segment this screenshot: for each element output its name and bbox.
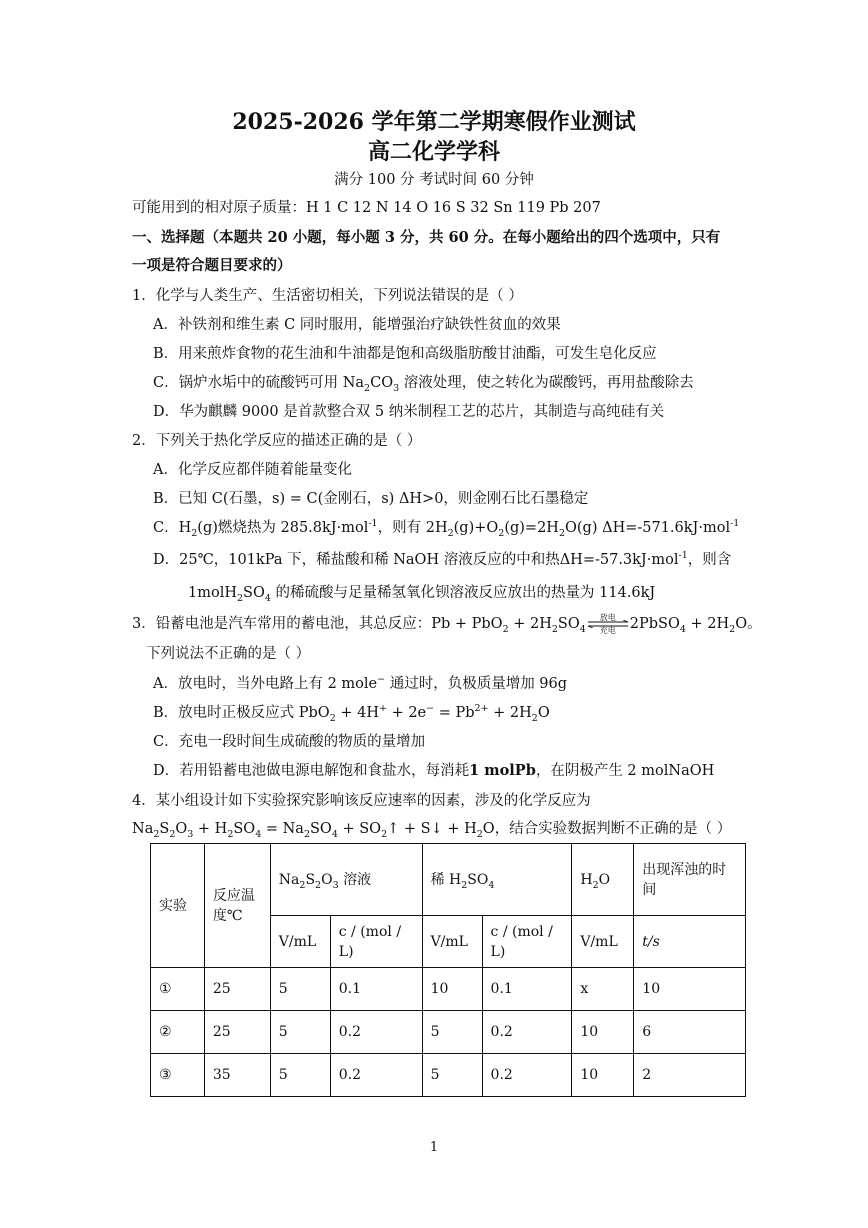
header-time: 出现浑浊的时间	[634, 844, 746, 916]
section-heading: 一、选择题（本题共 20 小题，每小题 3 分，共 60 分。在每小题给出的四个选项中，只有	[132, 229, 721, 246]
q3-option-d: D．若用铅蓄电池做电源电解饱和食盐水，每消耗1 molPb，在阴极产生 2 molNaOH	[153, 762, 715, 779]
q2-stem: 2．下列关于热化学反应的描述正确的是（ ）	[132, 433, 422, 449]
cell-v3: 10	[572, 1054, 634, 1097]
subheader-concentration: c / (mol / L)	[330, 916, 422, 968]
q2-option-d: D．25℃，101kPa 下，稀盐酸和稀 NaOH 溶液反应的中和热ΔH=-57.3kJ·mol$^{-1}$，则含	[153, 550, 732, 568]
cell-c1: 0.1	[330, 968, 422, 1011]
q2-option-b: B．已知 C(石墨，s) = C(金刚石，s) ΔH>0，则金刚石比石墨稳定	[153, 491, 589, 507]
q1-option-b: B．用来煎炸食物的花生油和牛油都是饱和高级脂肪酸甘油酯，可发生皂化反应	[153, 346, 657, 362]
cell-v1: 5	[270, 1011, 330, 1054]
q2-option-c: C．$H_2(g)$燃烧热为 285.8kJ·mol$^{-1}$，则有 $2H_2(g)+O_2(g)=2H_2O(g)$ ΔH=-571.6kJ·mol$^{-1}$	[153, 518, 740, 539]
table-row	[151, 1011, 746, 1054]
exam-title: 2025-2026 学年第二学期寒假作业测试	[232, 109, 636, 135]
cell-c2: 0.2	[482, 1054, 572, 1097]
cell-v1: 5	[270, 1054, 330, 1097]
q4-stem: 4．某小组设计如下实验探究影响该反应速率的因素，涉及的化学反应为	[132, 793, 591, 809]
exam-info: 满分 100 分 考试时间 60 分钟	[334, 172, 534, 188]
cell-t: 2	[634, 1054, 746, 1097]
subheader-time: t/s	[634, 916, 746, 968]
subheader-volume: V/mL	[270, 916, 330, 968]
subheader-volume: V/mL	[572, 916, 634, 968]
cell-t: 6	[634, 1011, 746, 1054]
header-experiment: 实验	[151, 844, 205, 968]
q3-stem-cont: 下列说法不正确的是（ ）	[146, 646, 311, 662]
cell-v2: 5	[422, 1011, 482, 1054]
header-temperature: 反应温度℃	[204, 844, 270, 968]
q2-option-a: A．化学反应都伴随着能量变化	[153, 462, 352, 478]
q4-equation: $Na_2S_2O_3 + H_2SO_4 = Na_2SO_4$ + $SO_2↑$ + S↓ + $H_2O$，结合实验数据判断不正确的是（ ）	[132, 821, 732, 840]
section-heading-cont: 一项是符合题目要求的）	[132, 257, 292, 274]
reversible-arrow: 放电 充电	[586, 614, 630, 634]
q3-option-c: C．充电一段时间生成硫酸的物质的量增加	[153, 734, 426, 750]
cell-c2: 0.1	[482, 968, 572, 1011]
cell-v3: 10	[572, 1011, 634, 1054]
cell-exp: ③	[151, 1054, 205, 1097]
cell-v3: x	[572, 968, 634, 1011]
cell-temp: 25	[204, 968, 270, 1011]
cell-exp: ②	[151, 1011, 205, 1054]
cell-t: 10	[634, 968, 746, 1011]
cell-c1: 0.2	[330, 1011, 422, 1054]
header-na2s2o3: $Na_2S_2O_3$ 溶液	[270, 844, 422, 916]
atomic-mass-line: 可能用到的相对原子质量：H 1 C 12 N 14 O 16 S 32 Sn 119 Pb 207	[132, 200, 601, 216]
q3-option-a: A．放电时，当外电路上有 2 mole− 通过时，负极质量增加 96g	[153, 674, 568, 692]
cell-temp: 25	[204, 1011, 270, 1054]
subheader-volume: V/mL	[422, 916, 482, 968]
table-row	[151, 1054, 746, 1097]
q2-option-d-cont: $1molH_2SO_4$ 的稀硫酸与足量稀氢氧化钡溶液反应放出的热量为 114.6kJ	[188, 585, 656, 604]
q1-option-d: D．华为麒麟 9000 是首款整合双 5 纳米制程工艺的芯片，其制造与高纯硅有关	[153, 404, 665, 420]
q3-stem: 3．铅蓄电池是汽车常用的蓄电池，其总反应：$Pb + PbO_2 + 2H_2SO_4$ 放电 充电 2PbSO$_4$ + $2H_2O$。	[132, 613, 762, 635]
cell-c2: 0.2	[482, 1011, 572, 1054]
experiment-table	[150, 843, 746, 1097]
subject-title: 高二化学学科	[367, 139, 500, 165]
q1-option-c: C．锅炉水垢中的硫酸钙可用 $Na_2CO_3$ 溶液处理，使之转化为碳酸钙，再用盐酸除去	[153, 375, 694, 394]
cell-temp: 35	[204, 1054, 270, 1097]
q3-option-b: B．放电时正极反应式 $PbO_2 + 4H^+ + 2e^- = Pb^{2+} + 2H_2O$	[153, 703, 550, 724]
page-number: 1	[429, 1140, 439, 1155]
cell-c1: 0.2	[330, 1054, 422, 1097]
subheader-concentration: c / (mol / L)	[482, 916, 572, 968]
cell-v2: 5	[422, 1054, 482, 1097]
cell-v2: 10	[422, 968, 482, 1011]
q1-option-a: A．补铁剂和维生素 C 同时服用，能增强治疗缺铁性贫血的效果	[153, 317, 561, 333]
table-row	[151, 968, 746, 1011]
cell-v1: 5	[270, 968, 330, 1011]
cell-exp: ①	[151, 968, 205, 1011]
header-h2o: $H_2O$	[572, 844, 634, 916]
header-h2so4: 稀 $H_2SO_4$	[422, 844, 572, 916]
q1-stem: 1．化学与人类生产、生活密切相关，下列说法错误的是（ ）	[132, 288, 523, 304]
